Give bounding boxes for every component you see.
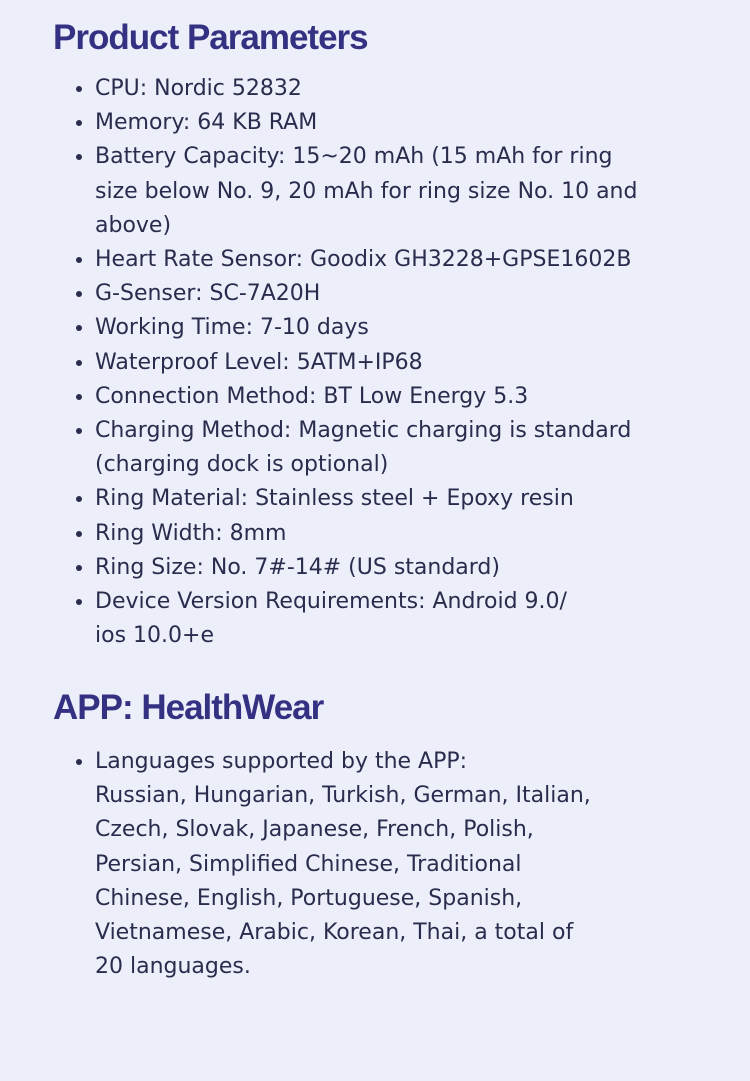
param-charging-method: Charging Method: Magnetic charging is standard (charging dock is optional)	[53, 414, 733, 482]
param-ring-material: Ring Material: Stainless steel + Epoxy resin	[53, 482, 733, 516]
param-battery-capacity: Battery Capacity: 15~20 mAh (15 mAh for ring size below No. 9, 20 mAh for ring size No. 10 and above)	[53, 140, 733, 243]
param-ring-width: Ring Width: 8mm	[53, 517, 733, 551]
param-ring-size: Ring Size: No. 7#-14# (US standard)	[53, 551, 733, 585]
product-parameters-section	[53, 18, 733, 653]
param-connection-method: Connection Method: BT Low Energy 5.3	[53, 380, 733, 414]
param-working-time: Working Time: 7-10 days	[53, 311, 733, 345]
param-heart-rate-sensor: Heart Rate Sensor: Goodix GH3228+GPSE1602B	[53, 243, 733, 277]
product-parameters-title: Product Parameters	[53, 18, 368, 57]
app-list	[53, 745, 733, 984]
param-device-version: Device Version Requirements: Android 9.0/ ios 10.0+e	[53, 585, 733, 653]
param-g-sensor: G-Senser: SC-7A20H	[53, 277, 733, 311]
param-waterproof-level: Waterproof Level: 5ATM+IP68	[53, 346, 733, 380]
param-cpu: CPU: Nordic 52832	[53, 72, 733, 106]
app-title: APP: HealthWear	[53, 688, 324, 727]
app-languages-item: Languages supported by the APP: Russian, Hungarian, Turkish, German, Italian, Czech, Slovak, Japanese, French, Polish, Persian, Simplified Chinese, Traditional Chinese, English, Portuguese, Spanish, Vietnamese, Arabic, Korean, Thai, a total of 20 languages.	[53, 745, 733, 984]
param-memory: Memory: 64 KB RAM	[53, 106, 733, 140]
app-section	[53, 688, 733, 984]
product-parameters-list	[53, 72, 733, 653]
